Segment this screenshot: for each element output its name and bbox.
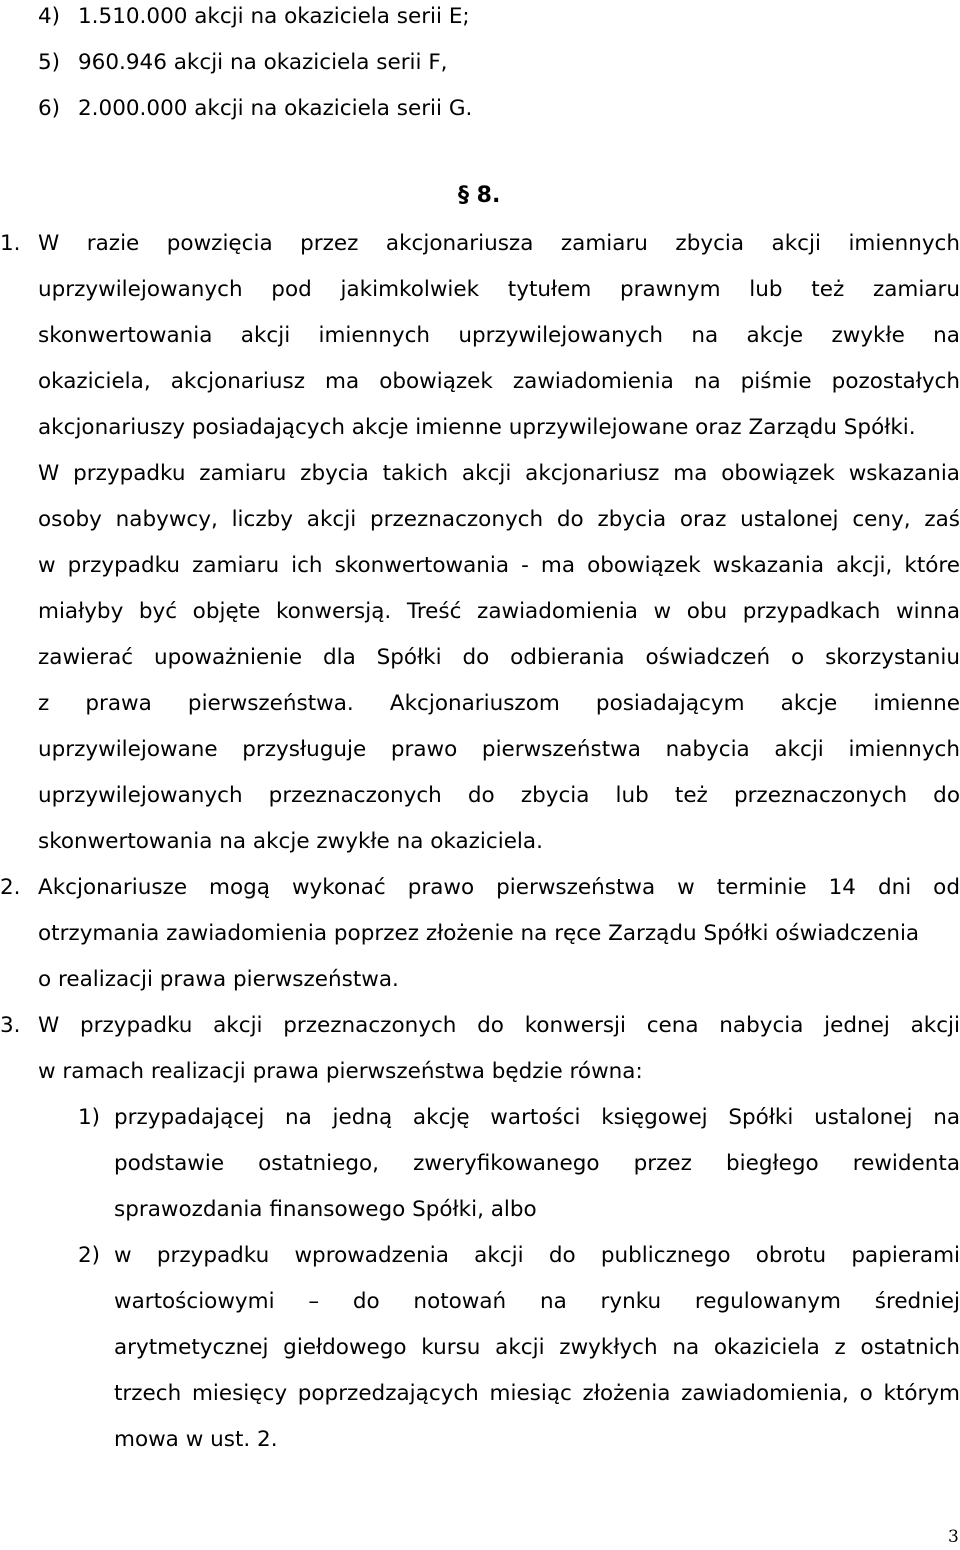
sub-item-line: mowa w ust. 2. <box>114 1427 278 1452</box>
paragraph-number: 1. <box>0 231 21 256</box>
sub-item-line: trzech miesięcy poprzedzających miesiąc złożenia zawiadomienia, o którym <box>114 1383 960 1406</box>
sub-item-line: wartościowymi – do notowań na rynku regulowanym średniej <box>114 1291 960 1314</box>
list-item-text: 2.000.000 akcji na okaziciela serii G. <box>78 96 473 121</box>
paragraph-line: W przypadku zamiaru zbycia takich akcji akcjonariusz ma obowiązek wskazania <box>38 463 960 486</box>
paragraph-line: okaziciela, akcjonariusz ma obowiązek zawiadomienia na piśmie pozostałych <box>38 371 960 394</box>
section-heading: § 8. <box>458 183 501 208</box>
paragraph-line: uprzywilejowanych pod jakimkolwiek tytułem prawnym lub też zamiaru <box>38 279 960 302</box>
sub-item-number: 1) <box>78 1105 101 1130</box>
page-number: 3 <box>948 1527 959 1547</box>
paragraph-number: 2. <box>0 875 21 900</box>
paragraph-line: W przypadku akcji przeznaczonych do konwersji cena nabycia jednej akcji <box>38 1015 960 1038</box>
paragraph-line: z prawa pierwszeństwa. Akcjonariuszom posiadającym akcje imienne <box>38 693 960 716</box>
paragraph-line: o realizacji prawa pierwszeństwa. <box>38 967 399 992</box>
paragraph-line: w ramach realizacji prawa pierwszeństwa będzie równa: <box>38 1059 643 1084</box>
paragraph-line: miałyby być objęte konwersją. Treść zawiadomienia w obu przypadkach winna <box>38 601 960 624</box>
sub-item-line: sprawozdania finansowego Spółki, albo <box>114 1197 537 1222</box>
sub-item-line: w przypadku wprowadzenia akcji do publicznego obrotu papierami <box>114 1245 960 1268</box>
paragraph-line: osoby nabywcy, liczby akcji przeznaczonych do zbycia oraz ustalonej ceny, zaś <box>38 509 960 532</box>
sub-item-line: arytmetycznej giełdowego kursu akcji zwykłych na okaziciela z ostatnich <box>114 1337 960 1360</box>
sub-item-number: 2) <box>78 1243 101 1268</box>
list-item-number: 5) <box>38 50 61 75</box>
list-item-number: 6) <box>38 96 61 121</box>
paragraph-line: otrzymania zawiadomienia poprzez złożenie na ręce Zarządu Spółki oświadczenia <box>38 921 920 946</box>
paragraph-line: skonwertowania na akcje zwykłe na okaziciela. <box>38 829 543 854</box>
paragraph-line: uprzywilejowane przysługuje prawo pierwszeństwa nabycia akcji imiennych <box>38 739 960 762</box>
paragraph-line: w przypadku zamiaru ich skonwertowania - ma obowiązek wskazania akcji, które <box>38 555 960 578</box>
sub-item-line: podstawie ostatniego, zweryfikowanego przez biegłego rewidenta <box>114 1153 960 1176</box>
paragraph-line: zawierać upoważnienie dla Spółki do odbierania oświadczeń o skorzystaniu <box>38 647 960 670</box>
list-item-text: 1.510.000 akcji na okaziciela serii E; <box>78 4 470 29</box>
paragraph-line: skonwertowania akcji imiennych uprzywilejowanych na akcje zwykłe na <box>38 325 960 348</box>
paragraph-number: 3. <box>0 1013 21 1038</box>
paragraph-line: uprzywilejowanych przeznaczonych do zbycia lub też przeznaczonych do <box>38 785 960 808</box>
sub-item-line: przypadającej na jedną akcję wartości księgowej Spółki ustalonej na <box>114 1107 960 1130</box>
paragraph-line: Akcjonariusze mogą wykonać prawo pierwszeństwa w terminie 14 dni od <box>38 877 960 900</box>
list-item-number: 4) <box>38 4 61 29</box>
paragraph-line: W razie powzięcia przez akcjonariusza zamiaru zbycia akcji imiennych <box>38 233 960 256</box>
list-item-text: 960.946 akcji na okaziciela serii F, <box>78 50 448 75</box>
paragraph-line: akcjonariuszy posiadających akcje imienne uprzywilejowane oraz Zarządu Spółki. <box>38 415 916 440</box>
